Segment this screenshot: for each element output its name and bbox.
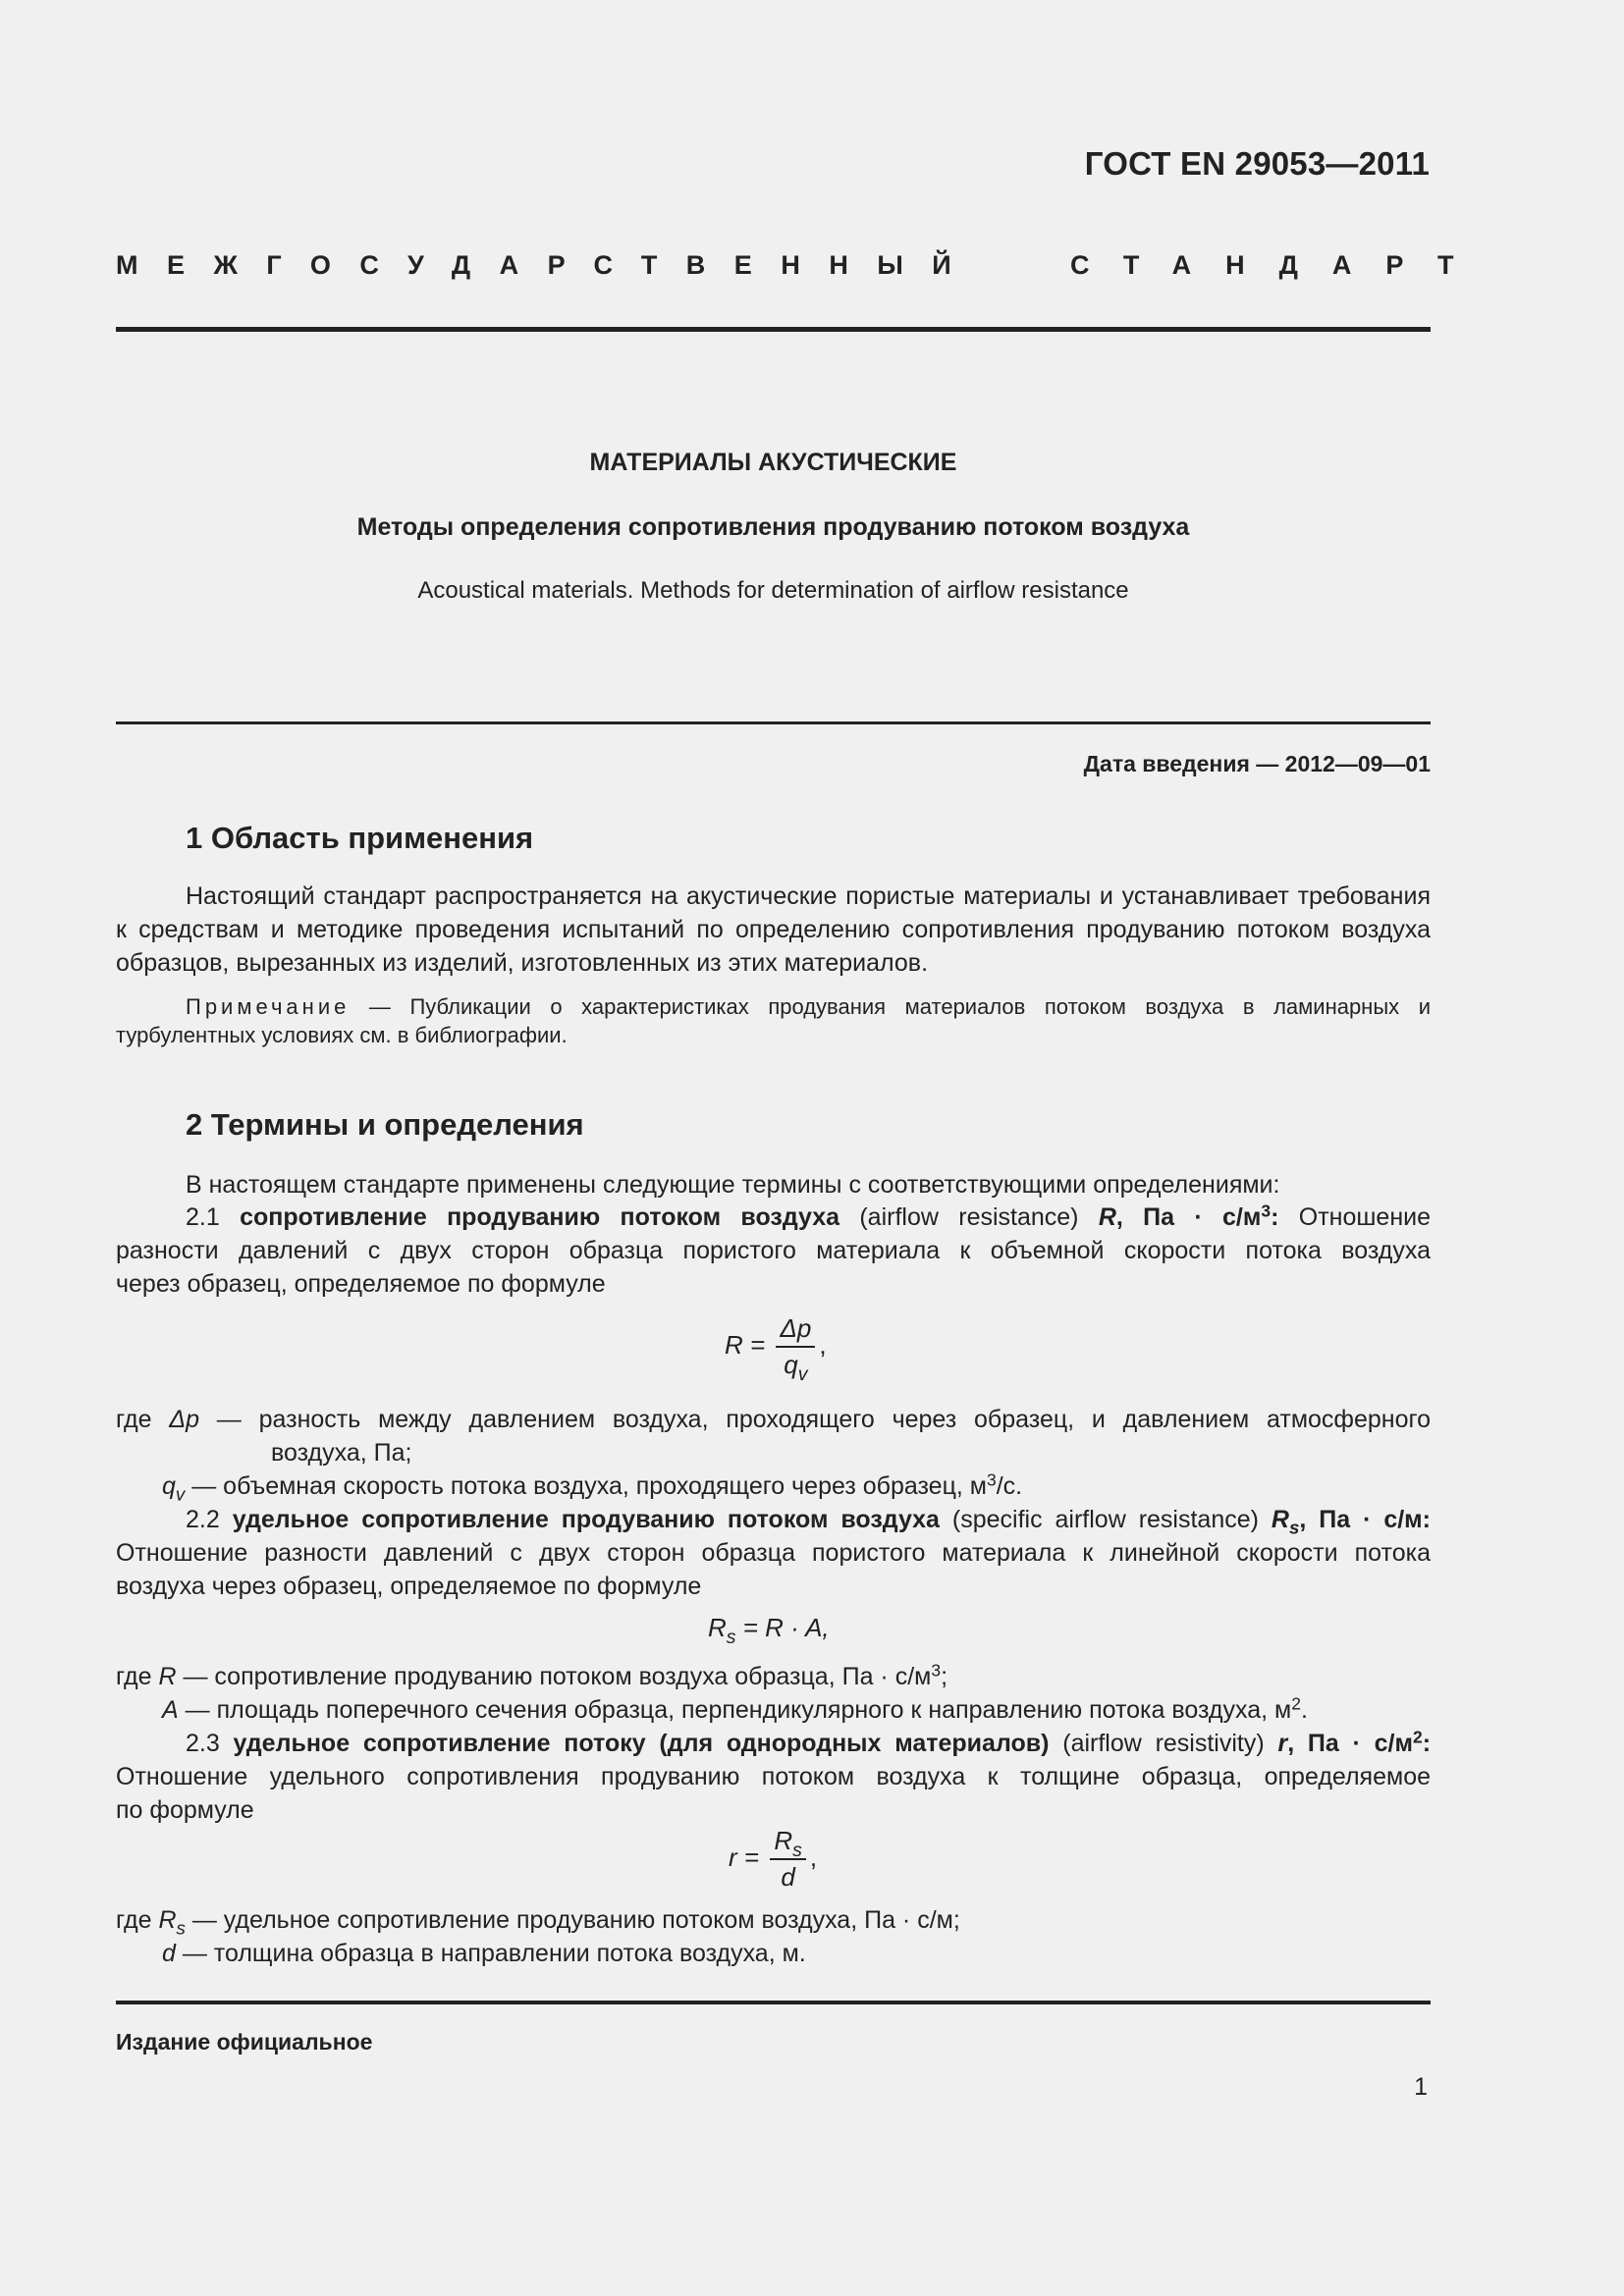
- term-2-3-def-line-2: Отношение удельного сопротивления продуванию потоком воздуха к толщине образца, определяемое: [116, 1763, 1431, 1790]
- formula-r-num-symbol: R: [774, 1826, 793, 1855]
- term-2-2-unit: , Па · с/м:: [1299, 1506, 1431, 1533]
- term-2-2-line: [116, 1503, 1431, 1536]
- english-title: Acoustical materials. Methods for determination of airflow resistance: [417, 577, 1129, 604]
- formula-Rs-lhs: R: [708, 1613, 727, 1642]
- page-number: 1: [1414, 2073, 1428, 2101]
- formula-R-den-sub: v: [797, 1362, 808, 1385]
- formula-R-numerator: Δp: [776, 1313, 815, 1348]
- where-qv: [162, 1469, 1022, 1503]
- formula-R-lhs: R =: [725, 1329, 766, 1360]
- note-label: Примечание: [186, 994, 351, 1019]
- formula-r-comma: ,: [809, 1842, 818, 1872]
- where-delta-p-continued: воздуха, Па;: [271, 1439, 412, 1467]
- section-2-heading: 2 Термины и определения: [186, 1107, 584, 1142]
- banner-word-standard: СТАНДАРТ: [1070, 250, 1489, 280]
- formula-r-lhs: r =: [729, 1842, 760, 1872]
- where-A-exp: 2: [1291, 1693, 1301, 1714]
- formula-Rs: [708, 1613, 830, 1648]
- where-Rs-symbol: R: [158, 1906, 177, 1934]
- where-qv-symbol: q: [162, 1472, 176, 1500]
- formula-Rs-rhs: = R · A,: [735, 1613, 830, 1642]
- term-2-3-unit: , Па · с/м: [1287, 1730, 1413, 1757]
- where-d-symbol: d: [162, 1940, 176, 1967]
- formula-r-denominator: d: [781, 1862, 795, 1892]
- where-label-2: где: [116, 1663, 159, 1690]
- formula-R-denominator: [776, 1348, 815, 1385]
- term-2-3-def-line-3: по формуле: [116, 1796, 254, 1824]
- term-2-1-colon: :: [1271, 1203, 1279, 1231]
- term-2-2-def-line-3: воздуха через образец, определяемое по формуле: [116, 1573, 702, 1600]
- document-subtitle: Методы определения сопротивления продуванию потоком воздуха: [356, 513, 1190, 541]
- where-Rs: [116, 1903, 960, 1937]
- formula-R-den-symbol: q: [784, 1350, 798, 1379]
- formula-r: [729, 1826, 817, 1893]
- where-A-text: — площадь поперечного сечения образца, перпендикулярного к направлению потока воздуха, м: [178, 1696, 1292, 1724]
- term-2-1-unit-exp: 3: [1261, 1201, 1272, 1221]
- term-2-1-title: сопротивление продуванию потоком воздуха: [240, 1203, 840, 1231]
- where-Rs-text: — удельное сопротивление продуванию потоком воздуха, Па · с/м;: [185, 1906, 960, 1934]
- section-2-intro: В настоящем стандарте применены следующие термины с соответствующими определениями:: [186, 1171, 1280, 1199]
- term-2-2-english: (specific airflow resistance): [939, 1506, 1272, 1533]
- where-R-text: — сопротивление продуванию потоком воздуха образца, Па · с/м: [176, 1663, 932, 1690]
- where-R: [116, 1660, 947, 1693]
- where-delta-p-text: — разность между давлением воздуха, проходящего через образец, и давлением атмосферного: [198, 1406, 1431, 1433]
- where-qv-sub: v: [175, 1483, 186, 1505]
- term-2-1-def-line-3: через образец, определяемое по формуле: [116, 1270, 606, 1298]
- section-1-paragraph: Настоящий стандарт распространяется на акустические пористые материалы и устанавливает требования к средствам и методике проведения испытаний по определению сопротивления продуванию потоком воздуха образцов, вырезанных из изделий, изготовленных из этих материалов.: [116, 882, 1431, 977]
- where-label: где: [116, 1406, 170, 1433]
- term-2-3-number: 2.3: [186, 1730, 234, 1757]
- term-2-1-number: 2.1: [186, 1203, 241, 1231]
- document-title: МАТЕРИАЛЫ АКУСТИЧЕСКИЕ: [589, 449, 957, 476]
- term-2-2-title: удельное сопротивление продуванию потоком воздуха: [232, 1506, 940, 1533]
- formula-R-comma: ,: [819, 1329, 827, 1360]
- where-qv-text: — объемная скорость потока воздуха, проходящего через образец, м: [185, 1472, 987, 1500]
- term-2-1-english: (airflow resistance): [839, 1203, 1099, 1231]
- term-2-1-line: [116, 1201, 1431, 1234]
- official-edition-label: Издание официальное: [116, 2029, 373, 2055]
- where-delta-p: [116, 1403, 1431, 1436]
- formula-r-fraction: [770, 1826, 806, 1893]
- where-delta-p-symbol: Δp: [169, 1406, 199, 1433]
- term-2-1-def-start: Отношение: [1278, 1203, 1432, 1231]
- term-2-2-def-line-2: Отношение разности давлений с двух сторон образца пористого материала к линейной скорости потока: [116, 1539, 1431, 1567]
- formula-r-num-sub: s: [792, 1839, 802, 1861]
- introduction-date: Дата введения — 2012—09—01: [1083, 751, 1431, 776]
- where-qv-exp: 3: [986, 1469, 997, 1490]
- where-d-text: — толщина образца в направлении потока воздуха, м.: [175, 1940, 806, 1967]
- term-2-2-symbol-sub: s: [1288, 1517, 1300, 1538]
- term-2-3-line: [116, 1727, 1431, 1760]
- footer-rule: [116, 2001, 1431, 2004]
- term-2-2-symbol: R: [1271, 1506, 1289, 1533]
- term-2-3-symbol: r: [1277, 1730, 1288, 1757]
- formula-Rs-lhs-sub: s: [726, 1626, 736, 1648]
- section-1-heading: 1 Область применения: [186, 821, 534, 855]
- header-rule: [116, 327, 1431, 332]
- where-R-end: ;: [941, 1663, 948, 1690]
- term-2-1-def-line-2: разности давлений с двух сторон образца пористого материала к объемной скорости потока воздуха: [116, 1237, 1431, 1264]
- where-R-symbol: R: [158, 1663, 177, 1690]
- where-label-3: где: [116, 1906, 159, 1934]
- where-A: [162, 1693, 1308, 1727]
- banner-word-interstate: МЕЖГОСУДАРСТВЕННЫЙ: [116, 250, 981, 280]
- standard-designation: ГОСТ EN 29053—2011: [1084, 145, 1430, 182]
- where-R-exp: 3: [931, 1660, 942, 1681]
- term-2-1-symbol: R: [1098, 1203, 1116, 1231]
- where-Rs-sub: s: [176, 1917, 186, 1939]
- title-rule: [116, 721, 1431, 724]
- term-2-3-colon: :: [1422, 1730, 1432, 1757]
- term-2-3-unit-exp: 2: [1412, 1727, 1423, 1747]
- term-2-3-english: (airflow resistivity): [1049, 1730, 1278, 1757]
- where-A-end: .: [1300, 1696, 1308, 1724]
- where-qv-end: /с.: [996, 1472, 1023, 1500]
- where-A-symbol: A: [162, 1696, 179, 1724]
- term-2-2-number: 2.2: [186, 1506, 233, 1533]
- where-d: [162, 1937, 806, 1970]
- formula-R-fraction: [776, 1313, 815, 1385]
- term-2-3-title: удельное сопротивление потоку (для однородных материалов): [233, 1730, 1050, 1757]
- formula-R: [725, 1313, 827, 1385]
- section-1-note: [116, 992, 1431, 1049]
- formula-r-numerator: [770, 1826, 806, 1860]
- term-2-1-unit: , Па · с/м: [1115, 1203, 1262, 1231]
- note-text: — Публикации о характеристиках продувания материалов потоком воздуха в ламинарных и турбулентных условиях см. в библиографии.: [116, 994, 1431, 1047]
